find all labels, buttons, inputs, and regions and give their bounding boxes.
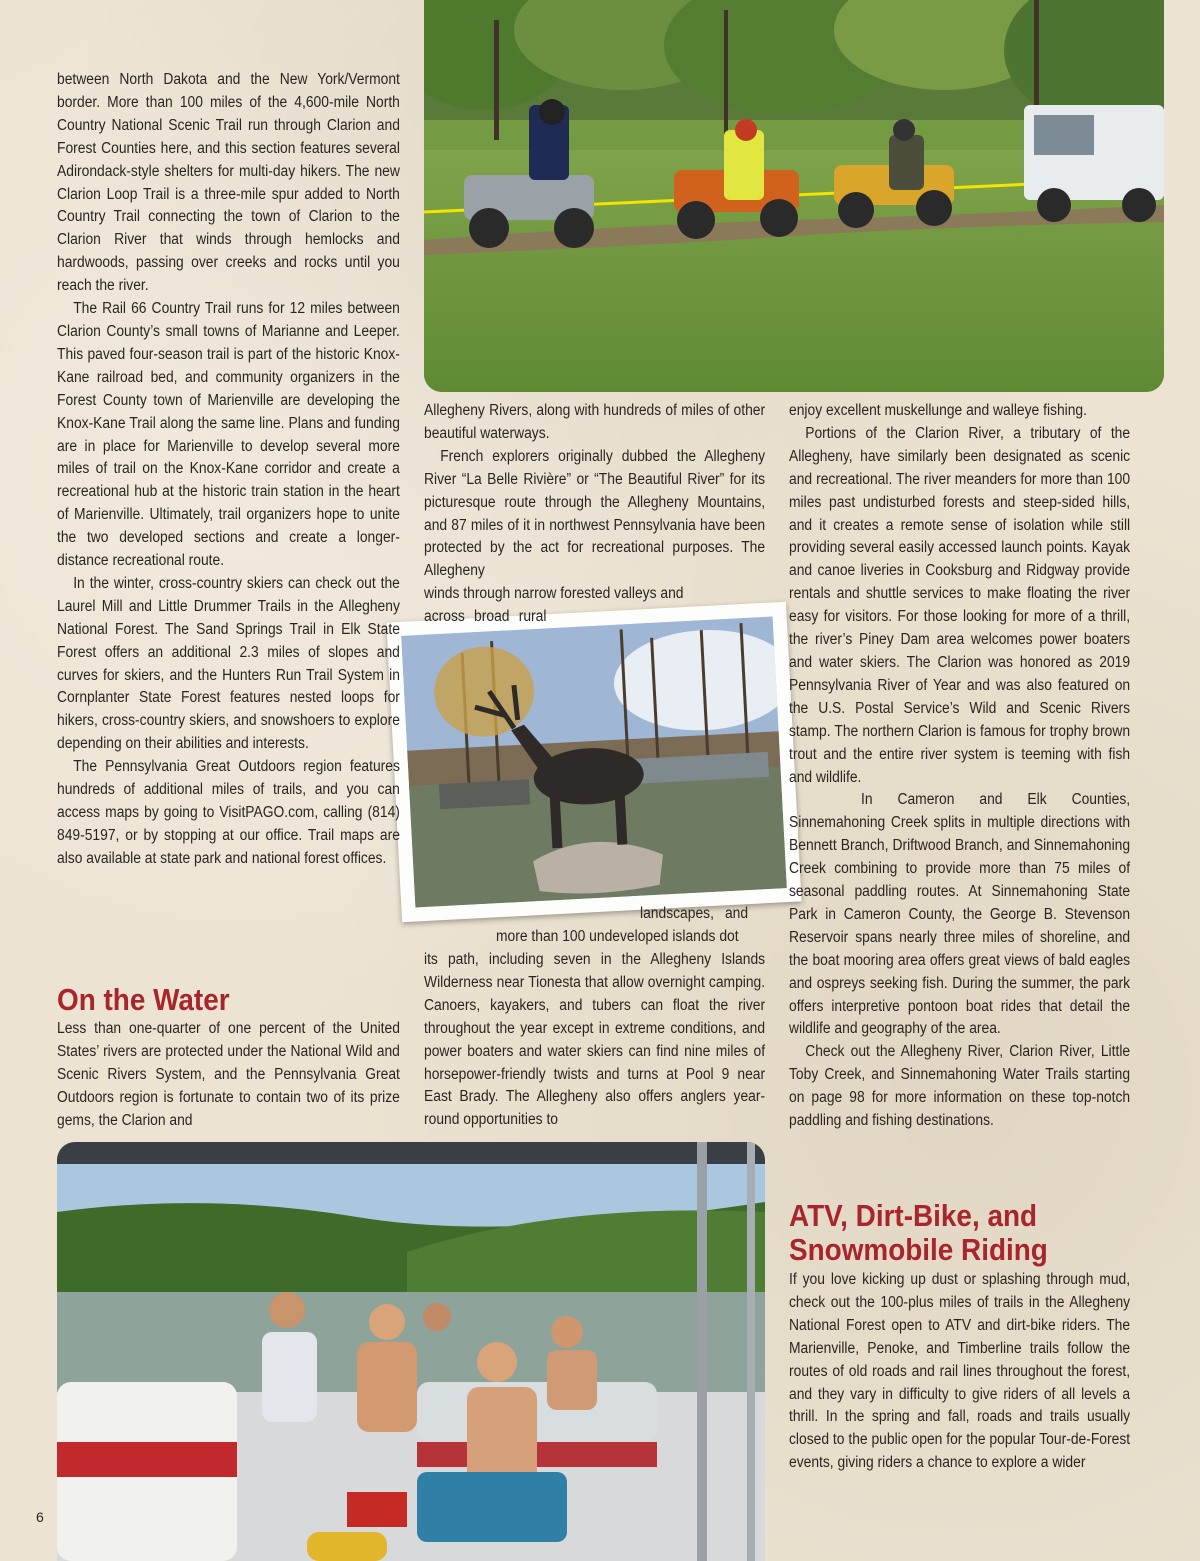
atv-riders-photo bbox=[424, 0, 1164, 392]
middle-column-top bbox=[424, 400, 765, 583]
middle-paragraph-3: its path, including seven in the Allegheny Islands Wilderness near Tionesta that allow overnight camping. Canoers, kayakers, and tubers can float the river throughout the year except in extreme conditions, and power boaters and water skiers can find nine miles of horsepower-friendly twists and turns at Pool 9 near East Brady. The Allegheny also offers anglers year-round opportunities to bbox=[424, 951, 766, 1129]
middle-wrap-line-4: more than 100 undeveloped islands dot bbox=[496, 928, 739, 945]
right-paragraph-2: Portions of the Clarion River, a tributary of the Allegheny, have similarly been designated as scenic and recreational. The river meanders for more than 100 miles past undisturbed forests and steep-sided hills, and it creates a remote sense of isolation while still providing several easily accessed launch points. Kayak and canoe liveries in Cooksburg and Ridgway provide rentals and shuttle services to make floating the river easy for visitors. For those looking for more of a thrill, the river’s Piney Dam area welcomes power boaters and water skiers. The Clarion was honored as 2019 Pennsylvania River of Year and was also featured on the U.S. Postal Service’s Wild and Scenic Rivers stamp. The northern Clarion is famous for trophy brown trout and the entire river system is teeming with fish and wildlife. bbox=[789, 424, 1131, 786]
elk-statue-photo bbox=[401, 616, 787, 907]
right-column-top bbox=[789, 400, 1130, 1133]
on-the-water-heading: On the Water bbox=[57, 982, 230, 1017]
middle-wrap-line-3: landscapes, and bbox=[640, 905, 749, 922]
on-the-water-text bbox=[57, 1018, 400, 1133]
atv-heading-line-1: ATV, Dirt-Bike, and bbox=[789, 1198, 1038, 1233]
middle-column-bottom bbox=[424, 949, 765, 1132]
right-paragraph-4: Check out the Allegheny River, Clarion River, Little Toby Creek, and Sinnemahoning Water Trails starting on page 98 for more information on these top-notch paddling and fishing destinations. bbox=[789, 1043, 1131, 1130]
left-paragraph-2: The Rail 66 Country Trail runs for 12 miles between Clarion County’s small towns of Marianne and Leeper. This paved four-season trail is part of the historic Knox-Kane railroad bed, and community organizers in the Forest County town of Marienville are developing the Knox-Kane Trail along the same line. Plans and funding are in place for Marienville to develop several more miles of trail on the Knox-Kane corridor and create a recreational hub at the historic train station in the heart of Marienville. Ultimately, trail organizers hope to unite the two developed sections and create a longer-distance recreational route. bbox=[57, 300, 400, 570]
left-paragraph-3: In the winter, cross-country skiers can check out the Laurel Mill and Little Drummer Trails in the Allegheny National Forest. The Sand Springs Trail in Elk State Forest offers an additional 2.3 miles of slopes and curves for skiers, and the Hunters Run Trail System in Cornplanter State Forest features nested loops for hikers, cross-country skiers, and snowshoers to explore depending on their abilities and interests. bbox=[57, 574, 400, 753]
pontoon-boat-photo bbox=[57, 1142, 765, 1561]
middle-wrap-line-1: winds through narrow forested valleys and bbox=[424, 585, 684, 602]
elk-statue-photo-frame bbox=[386, 602, 801, 923]
left-paragraph-4: The Pennsylvania Great Outdoors region features hundreds of additional miles of trails, and you can access maps by going to VisitPAGO.com, calling (814) 849-5197, or by stopping at our office. Trail maps are also available at state park and national forest offices. bbox=[57, 758, 400, 867]
water-paragraph: Less than one-quarter of one percent of the United States’ rivers are protected under the National Wild and Scenic Rivers System, and the Pennsylvania Great Outdoors region is fortunate to contain two of its prize gems, the Clarion and bbox=[57, 1020, 400, 1129]
right-paragraph-1: enjoy excellent muskellunge and walleye fishing. bbox=[789, 402, 1087, 419]
page-number: 6 bbox=[36, 1509, 44, 1525]
atv-paragraph: If you love kicking up dust or splashing through mud, check out the 100-plus miles of trails in the Allegheny National Forest open to ATV and dirt-bike riders. The Marienville, Penoke, and Timberline trails follow the routes of old roads and rail lines throughout the forest, and they vary in difficulty to give riders of all levels a thrill. In the spring and fall, roads and trails usually closed to the public open for the popular Tour-de-Forest events, giving riders a chance to explore a wider bbox=[789, 1271, 1131, 1472]
atv-heading-line-2: Snowmobile Riding bbox=[789, 1232, 1048, 1267]
right-paragraph-3: In Cameron and Elk Counties, Sinnemahoning Creek splits in multiple directions with Bennett Branch, Driftwood Branch, and Sinnemahoning Creek combining to provide more than 75 miles of seasonal paddling routes. At Sinnemahoning State Park in Cameron County, the George B. Stevenson Reservoir spans nearly three miles of shoreline, and the boat mooring area offers great views of bald eagles and ospreys seeking fish. During the summer, the park offers interpretive pontoon boat rides that detail the wildlife and geography of the area. bbox=[789, 791, 1131, 1038]
middle-wrap-line-2: across broad rural bbox=[424, 608, 547, 625]
middle-paragraph-1: Allegheny Rivers, along with hundreds of miles of other beautiful waterways. bbox=[424, 402, 766, 442]
atv-text bbox=[789, 1269, 1130, 1475]
middle-paragraph-2: French explorers originally dubbed the Allegheny River “La Belle Rivière” or “The Beautiful River” for its picturesque route through the Allegheny Mountains, and 87 miles of it in northwest Pennsylvania have been protected by the act for recreational purposes. The Allegheny bbox=[424, 447, 766, 580]
left-column bbox=[57, 69, 400, 871]
left-paragraph-1: between North Dakota and the New York/Vermont border. More than 100 miles of the 4,600-mile North Country National Scenic Trail run through Clarion and Forest Counties here, and this section features several Adirondack-style shelters for multi-day hikers. The new Clarion Loop Trail is a three-mile spur added to North Country Trail connecting the town of Clarion to the Clarion River that winds through hemlocks and hardwoods, passing over creeks and rocks until you reach the river. bbox=[57, 71, 400, 295]
atv-heading bbox=[789, 1199, 1048, 1267]
